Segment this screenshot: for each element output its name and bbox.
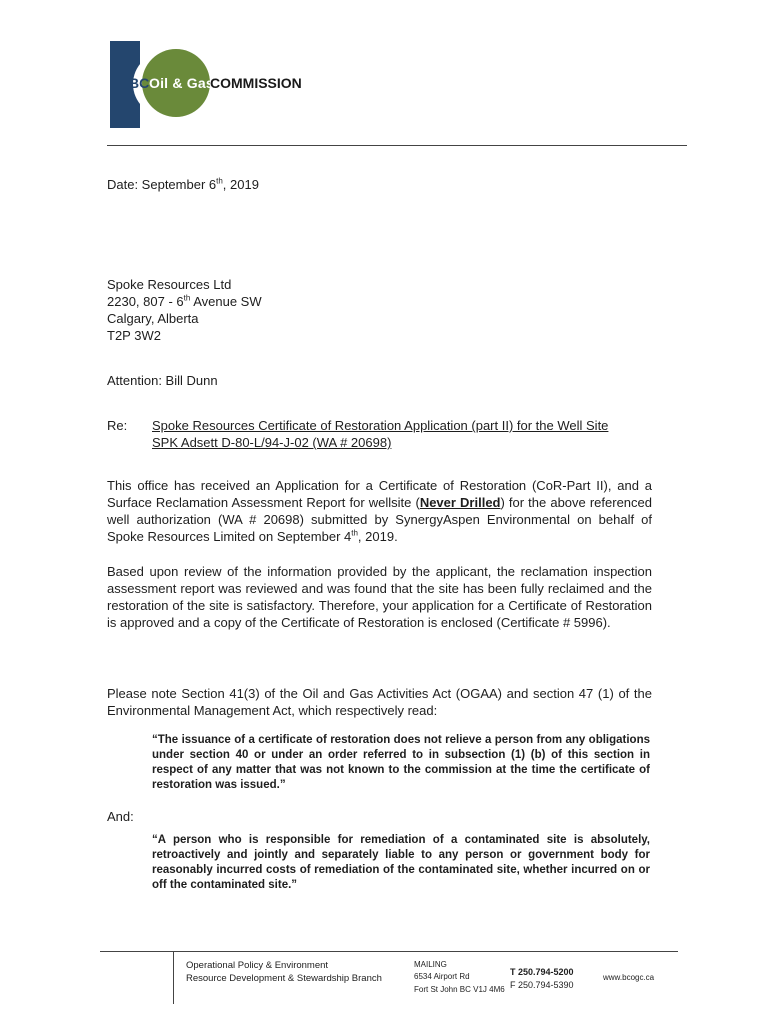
footer-vertical-divider xyxy=(173,951,174,1004)
paragraph-application-received xyxy=(107,477,652,545)
quote-ogaa-section-41: “The issuance of a certificate of restoration does not relieve a person from any obligations under section 40 or under an order referred to in subsection (1) (b) of this section in respect of any matter that was not known to the commission at the time the certificate of restoration was issued.” xyxy=(152,734,650,791)
footer-address-2: Fort St John BC V1J 4M6 xyxy=(414,985,505,994)
paragraph-review-approval: Based upon review of the information provided by the applicant, the reclamation inspection assessment report was reviewed and was found that the site has been fully reclaimed and the restoration of the site is satisfactory. Therefore, your application for a Certificate of Restoration is approved and a copy of the Certificate of Restoration is enclosed (Certificate # 5996). xyxy=(107,564,652,630)
logo-text-bc: BC xyxy=(129,75,150,91)
bc-oil-gas-commission-logo xyxy=(107,40,317,130)
address-line-2 xyxy=(107,293,262,310)
re-subject-line-2: SPK Adsett D-80-L/94-J-02 (WA # 20698) xyxy=(152,435,392,450)
para1-sup: th xyxy=(351,528,358,538)
re-subject-line-1: Spoke Resources Certificate of Restoration Application (part II) for the Well Site xyxy=(152,418,609,433)
logo-text-oil-gas: Oil & Gas xyxy=(149,75,214,91)
logo-text-commission: COMMISSION xyxy=(210,75,302,91)
date-sup: th xyxy=(216,176,223,186)
attention-line: Attention: Bill Dunn xyxy=(107,373,218,388)
address-line-2-pre: 2230, 807 - 6 xyxy=(107,294,184,309)
address-line-1: Spoke Resources Ltd xyxy=(107,277,232,292)
header-divider xyxy=(107,145,687,146)
para1-text-c: , 2019. xyxy=(357,529,398,544)
address-line-2-sup: th xyxy=(183,293,191,303)
footer-department-1: Operational Policy & Environment xyxy=(186,960,329,971)
address-line-3: Calgary, Alberta xyxy=(107,311,199,326)
address-line-4: T2P 3W2 xyxy=(107,328,161,343)
footer-website-link[interactable]: www.bcogc.ca xyxy=(603,973,655,982)
date-text: Date: September 6 xyxy=(107,177,217,192)
footer-divider xyxy=(100,951,678,952)
paragraph-section-note: Please note Section 41(3) of the Oil and Gas Activities Act (OGAA) and section 47 (1) of the Environmental Management Act, which respectively read: xyxy=(107,686,652,718)
and-label: And: xyxy=(107,809,134,824)
para1-text-a: This office has received an Application for a Certificate of Restoration (CoR-Part II), and a Surface Reclamation Assessment Report for wellsite ( xyxy=(107,478,652,510)
footer-fax: F 250.794-5390 xyxy=(510,980,574,990)
footer-mailing-label: MAILING xyxy=(414,960,447,969)
footer-address-1: 6534 Airport Rd xyxy=(414,972,470,981)
address-line-2-post: Avenue SW xyxy=(190,294,262,309)
quote-ema-section-47: “A person who is responsible for remediation of a contaminated site is absolutely, retroactively and jointly and separately liable to any person or government body for reasonably incurred costs of remediation of the contaminated site, whether incurred on or off the contaminated site.” xyxy=(152,834,650,891)
letter-date xyxy=(107,176,259,193)
footer-phone: T 250.794-5200 xyxy=(510,967,574,977)
footer-department-2: Resource Development & Stewardship Branch xyxy=(186,973,382,984)
re-label: Re: xyxy=(107,418,128,433)
para1-text-b: ) for the above referenced well authorization (WA # 20698) submitted by SynergyAspen Environmental on behalf of Spoke Resources Limited on September 4 xyxy=(107,495,652,544)
date-year: , 2019 xyxy=(222,177,259,192)
never-drilled-emphasis: Never Drilled xyxy=(419,495,501,510)
